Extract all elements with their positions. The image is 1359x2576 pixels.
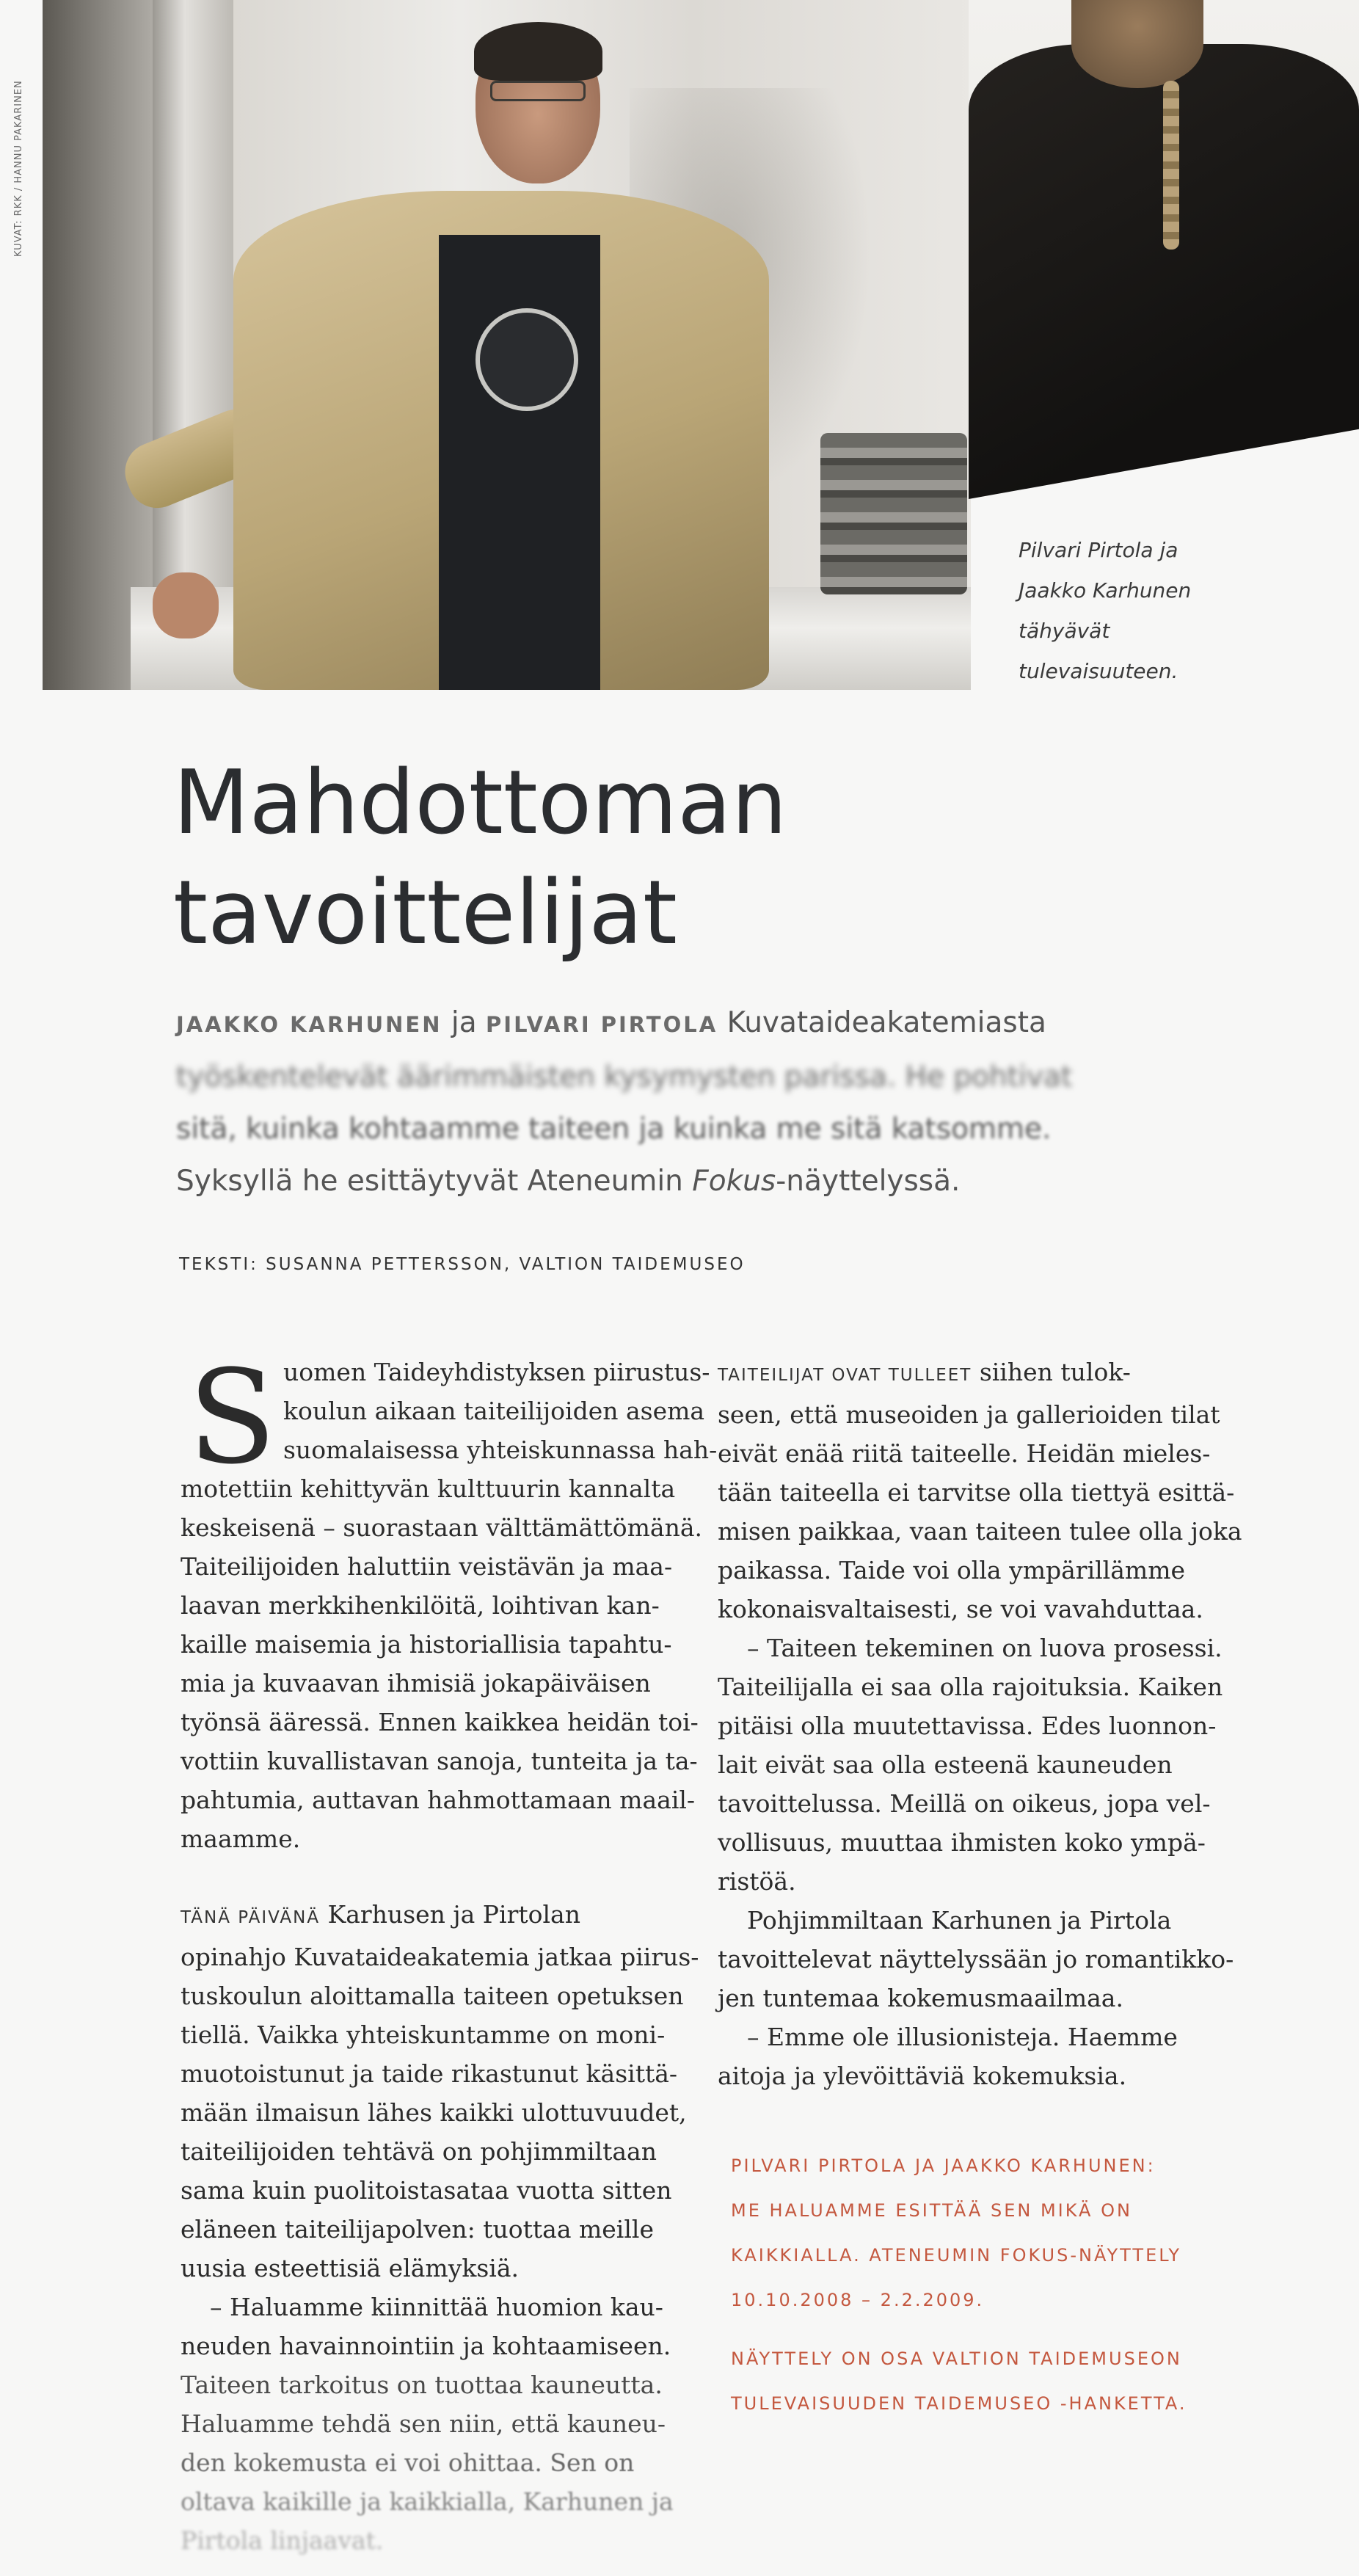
body-line: tään taiteella ei tarvitse olla tiettyä esittä- bbox=[718, 1478, 1235, 1507]
body-line: seen, että museoiden ja gallerioiden tilat bbox=[718, 1400, 1220, 1429]
lead-connector: ja bbox=[451, 1006, 477, 1039]
body-line: työnsä ääressä. Ennen kaikkea heidän toi- bbox=[181, 1708, 699, 1736]
body-line: tuskoulun aloittamalla taiteen opetuksen bbox=[181, 1982, 684, 2010]
lead-name-pirtola: PILVARI PIRTOLA bbox=[486, 1012, 718, 1037]
body-line: keskeisenä – suorastaan välttämättömänä. bbox=[181, 1513, 703, 1542]
article-headline bbox=[173, 749, 1054, 969]
body-line: laavan merkkihenkilöitä, loihtivan kan- bbox=[181, 1591, 660, 1620]
body-line: kaille maisemia ja historiallisia tapahtu- bbox=[181, 1630, 672, 1659]
body-line: eivät enää riitä taiteelle. Heidän mieles- bbox=[718, 1439, 1211, 1468]
lead-text: -näyttelyssä. bbox=[776, 1165, 961, 1198]
body-line: – Emme ole illusionisteja. Haemme bbox=[747, 2023, 1178, 2051]
body-column-left bbox=[181, 1342, 718, 2560]
body-text: siihen tulok- bbox=[972, 1358, 1131, 1386]
body-column-right bbox=[718, 1353, 1246, 2095]
body-line: kokonaisvaltaisesti, se voi vavahduttaa. bbox=[718, 1595, 1203, 1623]
lead-text: Syksyllä he esittäytyvät Ateneumin bbox=[176, 1165, 693, 1198]
promo-line: ME HALUAMME ESITTÄÄ SEN MIKÄ ON bbox=[731, 2200, 1132, 2221]
body-line: aitoja ja ylevöittäviä kokemuksia. bbox=[718, 2062, 1127, 2090]
body-line: motettiin kehittyvän kulttuurin kannalta bbox=[181, 1474, 676, 1503]
glasses-icon bbox=[490, 81, 586, 101]
body-line: taiteilijoiden tehtävä on pohjimmiltaan bbox=[181, 2137, 657, 2166]
shirt-logo-icon bbox=[476, 308, 578, 411]
body-line: misen paikkaa, vaan taiteen tulee olla joka bbox=[718, 1517, 1242, 1546]
body-line: pitäisi olla muutettavissa. Edes luonnon- bbox=[718, 1711, 1217, 1740]
body-line bbox=[181, 1895, 687, 1938]
lead-paragraph bbox=[176, 997, 1203, 1207]
body-line: – Haluamme kiinnittää huomion kau- bbox=[210, 2293, 663, 2321]
caption-line: Pilvari Pirtola ja bbox=[1019, 538, 1178, 562]
section-lead-in: TÄNÄ PÄIVÄNÄ bbox=[181, 1908, 321, 1927]
person-braid bbox=[1163, 81, 1179, 250]
body-line: vottiin kuvallistavan sanoja, tunteita ja ta- bbox=[181, 1747, 698, 1775]
photo-film-tins bbox=[820, 433, 967, 594]
body-line: oltava kaikille ja kaikkialla, Karhunen ja bbox=[181, 2487, 674, 2516]
body-line: maamme. bbox=[181, 1824, 301, 1853]
lead-text: Kuvataideakatemiasta bbox=[726, 1006, 1046, 1039]
headline-line-2: tavoittelijat bbox=[173, 862, 677, 964]
promo-line: 10.10.2008 – 2.2.2009. bbox=[731, 2290, 985, 2310]
body-line bbox=[718, 1353, 1246, 1395]
body-line: lait eivät saa olla esteenä kauneuden bbox=[718, 1750, 1173, 1779]
lead-line-4 bbox=[176, 1155, 1203, 1207]
caption-line: tulevaisuuteen. bbox=[1019, 659, 1178, 683]
body-line: pahtumia, auttavan hahmottamaan maail- bbox=[181, 1786, 696, 1814]
body-line: den kokemusta ei voi ohittaa. Sen on bbox=[181, 2448, 635, 2477]
body-line: paikassa. Taide voi olla ympärillämme bbox=[718, 1556, 1186, 1584]
main-photo bbox=[43, 0, 971, 690]
body-line: vollisuus, muuttaa ihmisten koko ympä- bbox=[718, 1828, 1206, 1857]
photo-caption bbox=[1019, 530, 1239, 691]
exhibition-info bbox=[731, 2144, 1289, 2323]
lead-name-karhunen: JAAKKO KARHUNEN bbox=[176, 1012, 442, 1037]
body-line: tiellä. Vaikka yhteiskuntamme on moni- bbox=[181, 2020, 666, 2049]
drop-cap: S bbox=[188, 1342, 277, 1493]
body-line: Pohjimmiltaan Karhunen ja Pirtola bbox=[747, 1906, 1172, 1935]
body-line: neuden havainnointiin ja kohtaamiseen. bbox=[181, 2332, 671, 2360]
body-line: koulun aikaan taiteilijoiden asema bbox=[283, 1397, 705, 1425]
project-info bbox=[731, 2337, 1289, 2426]
body-line: suomalaisessa yhteiskunnassa hah- bbox=[283, 1436, 718, 1464]
second-photo bbox=[969, 0, 1359, 499]
body-line: Taiteilijalla ei saa olla rajoituksia. Kaiken bbox=[718, 1673, 1223, 1701]
promo-line: KAIKKIALLA. ATENEUMIN FOKUS-NÄYTTELY bbox=[731, 2245, 1182, 2266]
caption-line: tähyävät bbox=[1019, 619, 1110, 643]
person-hair bbox=[474, 22, 602, 81]
body-line: opinahjo Kuvataideakatemia jatkaa piirus- bbox=[181, 1943, 699, 1971]
body-line: uomen Taideyhdistyksen piirustus- bbox=[283, 1358, 710, 1386]
person-beard bbox=[1071, 0, 1203, 88]
body-line: mia ja kuvaavan ihmisiä jokapäiväisen bbox=[181, 1669, 651, 1698]
body-line: uusia esteettisiä elämyksiä. bbox=[181, 2254, 520, 2282]
headline-line-1: Mahdottoman bbox=[173, 752, 787, 854]
lead-line-2: työskentelevät äärimmäisten kysymysten parissa. He pohtivat bbox=[176, 1060, 1073, 1094]
person-shirt bbox=[439, 235, 600, 690]
body-line: eläneen taiteilijapolven: tuottaa meille bbox=[181, 2215, 654, 2244]
lead-exhibition-name: Fokus bbox=[692, 1165, 776, 1198]
caption-line: Jaakko Karhunen bbox=[1019, 578, 1192, 603]
body-line: muotoistunut ja taide rikastunut käsittä- bbox=[181, 2059, 678, 2088]
body-line: jen tuntemaa kokemusmaailmaa. bbox=[718, 1984, 1123, 2012]
person-hand bbox=[153, 572, 219, 638]
body-line: tavoittelussa. Meillä on oikeus, jopa vel- bbox=[718, 1789, 1211, 1818]
promo-line: PILVARI PIRTOLA JA JAAKKO KARHUNEN: bbox=[731, 2155, 1156, 2176]
lead-line-1 bbox=[176, 997, 1203, 1051]
byline: TEKSTI: SUSANNA PETTERSSON, VALTION TAIDEMUSEO bbox=[179, 1255, 746, 1274]
body-line: tavoittelevat näyttelyssään jo romantikko- bbox=[718, 1945, 1234, 1973]
body-line: sama kuin puolitoistasataa vuotta sitten bbox=[181, 2176, 672, 2205]
body-line: Pirtola linjaavat. bbox=[181, 2526, 384, 2555]
body-line: mään ilmaisun lähes kaikki ulottuvuudet, bbox=[181, 2098, 687, 2127]
body-text: Karhusen ja Pirtolan bbox=[320, 1900, 580, 1929]
section-lead-in: TAITEILIJAT OVAT TULLEET bbox=[718, 1366, 972, 1385]
body-line: Taiteilijoiden haluttiin veistävän ja maa- bbox=[181, 1552, 673, 1581]
photo-person-pirtola bbox=[123, 15, 622, 690]
body-line: – Taiteen tekeminen on luova prosessi. bbox=[747, 1634, 1223, 1662]
promo-line: NÄYTTELY ON OSA VALTION TAIDEMUSEON bbox=[731, 2348, 1182, 2369]
body-line: ristöä. bbox=[718, 1867, 796, 1896]
promo-line: TULEVAISUUDEN TAIDEMUSEO -HANKETTA. bbox=[731, 2393, 1187, 2414]
body-line: Taiteen tarkoitus on tuottaa kauneutta. bbox=[181, 2371, 663, 2399]
body-line: Haluamme tehdä sen niin, että kauneu- bbox=[181, 2409, 666, 2438]
photo-credit: KUVAT: RKK / HANNU PAKARINEN bbox=[13, 80, 24, 257]
lead-line-3: sitä, kuinka kohtaamme taiteen ja kuinka me sitä katsomme. bbox=[176, 1113, 1052, 1146]
